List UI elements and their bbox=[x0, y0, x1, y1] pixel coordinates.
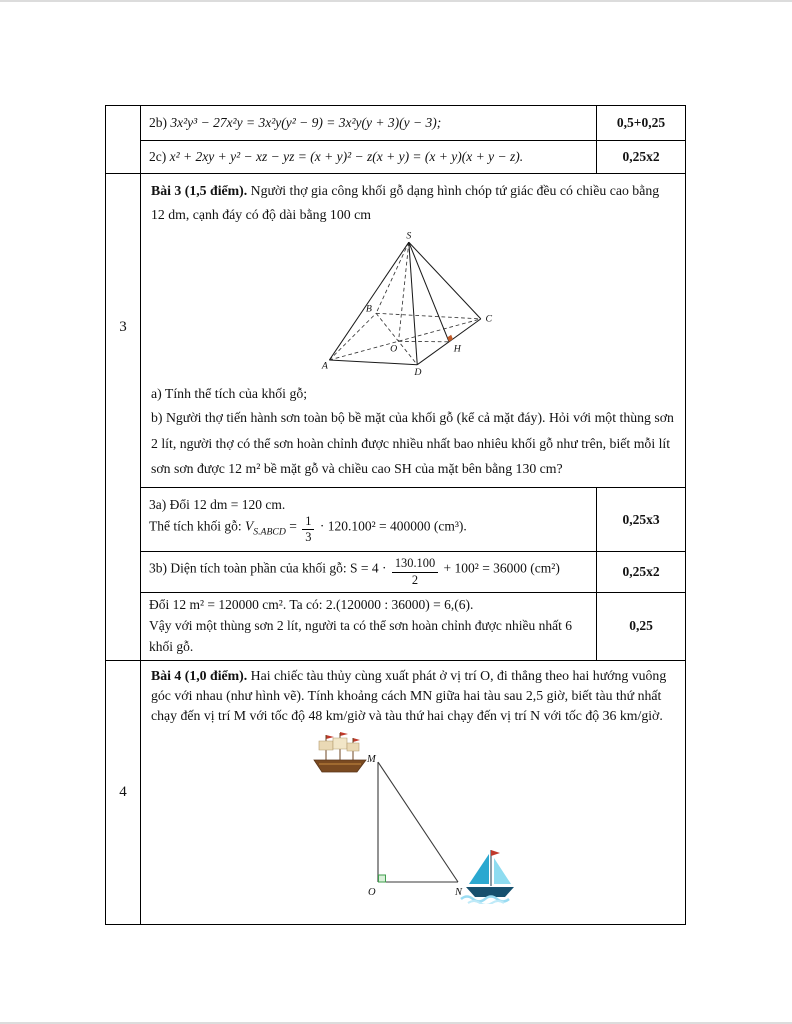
solution-3a-line2 bbox=[149, 515, 588, 544]
triangle-edges bbox=[378, 762, 458, 882]
solution-3c-line1: Đổi 12 m² = 120000 cm². Ta có: 2.(120000 : 36000) = 6,(6). bbox=[149, 597, 474, 612]
solution-3a-line1: 3a) Đổi 12 dm = 120 cm. bbox=[149, 496, 286, 512]
points-3a: 0,25x3 bbox=[597, 488, 686, 552]
label-H: H bbox=[453, 343, 461, 355]
question3-number-cell bbox=[106, 174, 141, 661]
row-solution-3a bbox=[106, 488, 686, 552]
points-3b: 0,25x2 bbox=[597, 552, 686, 593]
solution-3b-prefix: 3b) Diện tích toàn phần của khối gỗ: S = 4 · bbox=[149, 560, 390, 576]
solution-3c-line2: Vậy với một thùng sơn 2 lít, người ta có thể sơn hoàn chỉnh được nhiều nhất 6 khối gỗ. bbox=[149, 617, 573, 654]
question3-statement-text: Người thợ gia công khối gỗ dạng hình chóp tứ giác đều có chiều cao bằng 12 dm, cạnh đáy có độ dài bằng 100 cm bbox=[151, 183, 660, 223]
question4-statement bbox=[151, 666, 675, 726]
label-S: S bbox=[405, 230, 411, 242]
triangle-figure bbox=[306, 732, 521, 904]
row-question4 bbox=[106, 660, 686, 924]
solution-3b-line bbox=[149, 557, 588, 586]
volume-variable: V bbox=[244, 518, 254, 534]
question3-statement-cell bbox=[141, 174, 686, 488]
label-D: D bbox=[413, 367, 422, 378]
volume-subscript: S.ABCD bbox=[253, 526, 286, 538]
row-2c bbox=[106, 141, 686, 174]
label-O: O bbox=[389, 343, 397, 355]
question3-number: 3 bbox=[119, 319, 127, 335]
label-M: M bbox=[366, 753, 376, 765]
label-C: C bbox=[484, 313, 492, 325]
question4-statement-text: Hai chiếc tàu thủy cùng xuất phát ở vị trí O, đi thẳng theo hai hướng vuông góc với nhau (như hình vẽ). Tính khoảng cách MN giữa hai tàu sau 2,5 giờ, biết tàu thứ nhất chạy đến vị trí M với tốc độ 48 km/giờ và tàu thứ hai chạy đến vị trí N với tốc độ 36 km/giờ. bbox=[151, 667, 667, 723]
right-angle-mark-icon bbox=[378, 875, 385, 882]
points-3c: 0,25 bbox=[597, 593, 686, 661]
galleon-ship-icon bbox=[314, 732, 366, 772]
points-2b: 0,5+0,25 bbox=[597, 106, 686, 141]
equals-sign: = bbox=[285, 518, 301, 534]
answer-2c-label: 2c) bbox=[149, 149, 167, 164]
question4-title: Bài 4 (1,0 điểm). bbox=[151, 667, 248, 683]
question4-statement-cell bbox=[141, 660, 686, 924]
grading-rubric-table bbox=[105, 105, 686, 925]
question4-number: 4 bbox=[119, 783, 127, 800]
solution-3a-suffix: · 120.100² = 400000 (cm³). bbox=[316, 518, 467, 534]
question3-part-a: a) Tính thể tích của khối gỗ; bbox=[151, 386, 308, 402]
question2-number-cell bbox=[106, 106, 141, 174]
label-N: N bbox=[454, 886, 462, 898]
answer-2b bbox=[141, 106, 597, 141]
question3-part-b: b) Người thợ tiến hành sơn toàn bộ bề mặt của khối gỗ (kể cả mặt đáy). Hỏi với một thùng sơn 2 lít, người thợ có thể sơn hoàn chỉnh được nhiều nhất bao nhiêu khối gỗ như trên, biết mỗi lít sơn sơn được 12 m² bề mặt gỗ và chiều cao SH của mặt bên bằng 130 cm? bbox=[151, 410, 674, 477]
sailboat-icon bbox=[461, 850, 514, 904]
label-A: A bbox=[321, 360, 328, 372]
label-O: O bbox=[367, 886, 376, 898]
points-2c: 0,25x2 bbox=[597, 141, 686, 174]
label-B: B bbox=[365, 303, 372, 315]
question3-title: Bài 3 (1,5 điểm). bbox=[151, 183, 248, 198]
pyramid-figure-wrap bbox=[151, 229, 675, 381]
answer-2b-formula: 3x²y³ − 27x²y = 3x²y(y² − 9) = 3x²y(y + 3)(y − 3); bbox=[170, 115, 442, 130]
row-solution-3b bbox=[106, 552, 686, 593]
solution-3c-cell bbox=[141, 593, 597, 661]
solution-3a-cell bbox=[141, 488, 597, 552]
question3-statement bbox=[151, 179, 675, 227]
row-question3-statement bbox=[106, 174, 686, 488]
triangle-figure-wrap bbox=[151, 732, 675, 908]
question4-number-cell bbox=[106, 660, 141, 924]
pyramid-figure bbox=[320, 229, 507, 377]
answer-2c-formula: x² + 2xy + y² − xz − yz = (x + y)² − z(x + y) = (x + y)(x + y − z). bbox=[169, 149, 524, 164]
solution-3b-suffix: + 100² = 36000 (cm²) bbox=[440, 560, 560, 576]
answer-2b-label: 2b) bbox=[149, 115, 167, 130]
answer-2c bbox=[141, 141, 597, 174]
row-2b bbox=[106, 106, 686, 141]
fraction-area: $\frac{130.100}{2}$ bbox=[392, 557, 438, 586]
row-solution-3c bbox=[106, 593, 686, 661]
solution-3b-cell bbox=[141, 552, 597, 593]
solution-3a-prefix: Thể tích khối gỗ: bbox=[149, 518, 245, 534]
fraction-one-third: $\frac{1}{3}$ bbox=[302, 515, 314, 544]
